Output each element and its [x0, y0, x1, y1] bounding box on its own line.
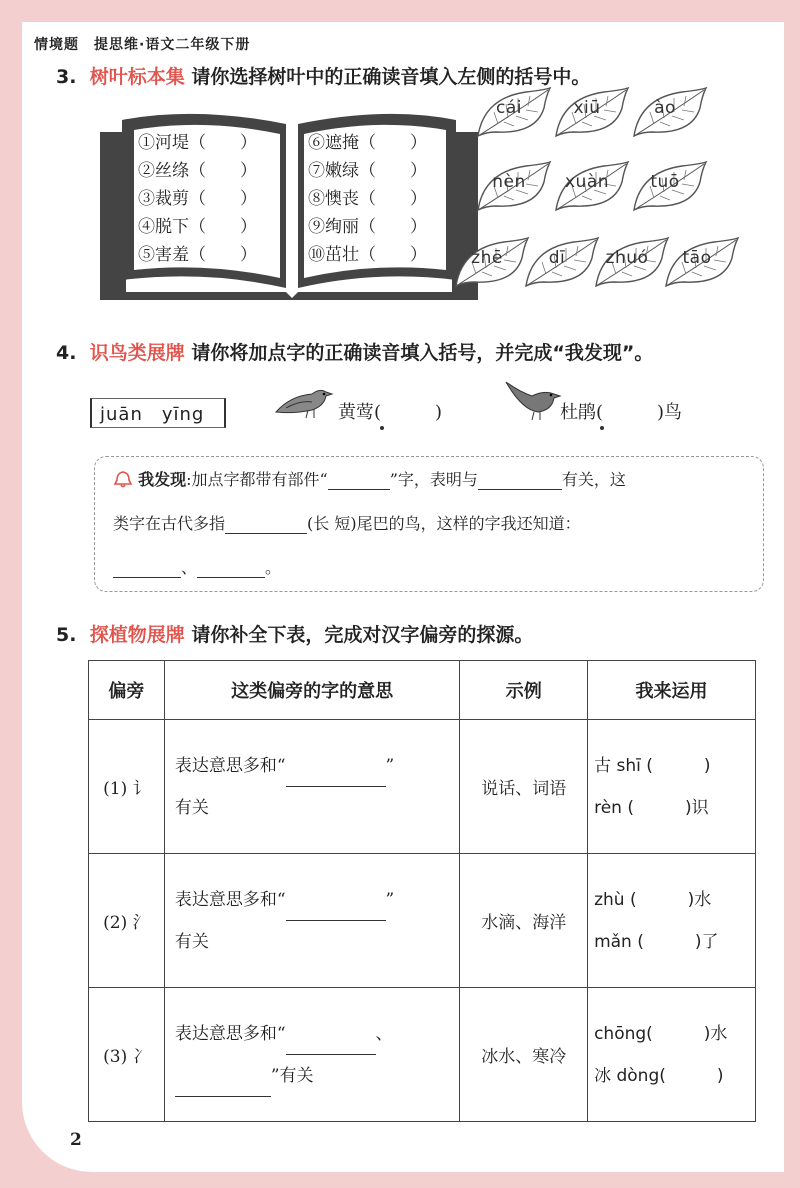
question-tag: 树叶标本集 [89, 66, 185, 88]
example-cell: 说话、词语 [460, 720, 588, 854]
leaf-option[interactable] [474, 160, 554, 214]
usage-text[interactable]: chōng( )水 [594, 1023, 728, 1044]
answer-blank[interactable] [328, 471, 390, 490]
answer-blank[interactable] [478, 471, 562, 490]
emphasis-dot [380, 426, 384, 430]
word-item-3: ③裁剪（ ） [138, 189, 257, 209]
question-4-title: 4. 识鸟类展牌 请你将加点字的正确读音填入括号，并完成“我发现”。 [56, 342, 654, 364]
discovery-line-2 [113, 511, 581, 534]
word-item-7: ⑦嫩绿（ ） [308, 161, 427, 181]
table-header-row [89, 661, 756, 720]
discovery-text: :加点字都带有部件“ [186, 470, 328, 489]
discovery-text: 、 [181, 558, 198, 577]
table-row [89, 854, 756, 988]
leaf-option[interactable] [630, 86, 710, 140]
question-text: 请你补全下表，完成对汉字偏旁的探源。 [191, 624, 534, 646]
column-header: 示例 [460, 661, 588, 720]
meaning-text: 表达意思多和“ [174, 755, 286, 776]
worksheet-page [22, 22, 784, 1172]
discovery-text: ”字，表明与 [389, 470, 478, 489]
radical-cell: (3) 冫 [89, 988, 165, 1122]
discovery-text: (长 短)尾巴的鸟，这样的字我还知道： [307, 514, 581, 533]
question-tag: 探植物展牌 [89, 624, 185, 646]
word-item-1: ①河堤（ ） [138, 133, 257, 153]
usage-text[interactable]: rèn ( )识 [594, 797, 709, 818]
example-cell: 水滴、海洋 [460, 854, 588, 988]
pinyin-text: juān yīng [100, 404, 205, 425]
answer-blank[interactable] [197, 559, 265, 578]
leaf-option[interactable] [662, 236, 742, 290]
leaf-pinyin: nèn [492, 172, 526, 192]
discovery-line-1 [113, 467, 626, 490]
discovery-box [94, 456, 764, 592]
open-book-illustration [96, 110, 482, 300]
oriole-bird-icon [272, 382, 334, 420]
leaf-pinyin: ào [654, 98, 676, 118]
usage-text[interactable]: mǎn ( )了 [594, 931, 719, 952]
leaf-option[interactable] [522, 236, 602, 290]
question-text: 请你将加点字的正确读音填入括号，并完成“我发现”。 [191, 342, 654, 364]
leaf-pinyin: cái [496, 98, 522, 118]
answer-blank[interactable] [286, 768, 386, 787]
discovery-line-3 [113, 555, 281, 578]
meaning-cell [164, 854, 460, 988]
discovery-text: 。 [265, 558, 282, 577]
leaf-pinyin: zhē [471, 248, 503, 268]
word-item-8: ⑧懊丧（ ） [308, 189, 427, 209]
example-cell: 冰水、寒冷 [460, 988, 588, 1122]
leaf-pinyin: tuō [650, 172, 680, 192]
answer-blank[interactable] [113, 559, 181, 578]
word-item-4: ④脱下（ ） [138, 217, 257, 237]
radical-cell: (1) 讠 [89, 720, 165, 854]
discovery-text: 类字在古代多指 [113, 514, 226, 533]
answer-blank[interactable] [225, 515, 307, 534]
meaning-text: ” [385, 755, 395, 776]
meaning-text: 表达意思多和“ [174, 889, 286, 910]
usage-cell [588, 988, 756, 1122]
question-number: 5 [56, 624, 70, 646]
question-text: 请你选择树叶中的正确读音填入左侧的括号中。 [191, 66, 591, 88]
discovery-label: 我发现 [138, 470, 187, 489]
leaf-option[interactable] [592, 236, 672, 290]
leaf-pinyin: dī [548, 248, 566, 268]
radical-cell: (2) 氵 [89, 854, 165, 988]
meaning-text: 表达意思多和“ [174, 1023, 286, 1044]
meaning-text: ” [385, 889, 395, 910]
meaning-text: 、 [375, 1023, 393, 1044]
leaf-pinyin: tāo [682, 248, 712, 268]
answer-blank[interactable] [286, 902, 386, 921]
leaf-option[interactable] [552, 160, 632, 214]
meaning-cell [164, 988, 460, 1122]
word-item-6: ⑥遮掩（ ） [308, 133, 427, 153]
bell-icon [113, 470, 133, 488]
usage-cell [588, 854, 756, 988]
usage-cell [588, 720, 756, 854]
meaning-text: 有关 [174, 931, 209, 952]
discovery-text: 有关，这 [561, 470, 626, 489]
meaning-cell [164, 720, 460, 854]
answer-blank[interactable] [286, 1036, 376, 1055]
cuckoo-bird-icon [504, 378, 562, 422]
table-row [89, 720, 756, 854]
leaf-pinyin: zhuó [605, 248, 649, 268]
meaning-text: ”有关 [270, 1065, 314, 1086]
usage-text[interactable]: 冰 dòng( ) [594, 1065, 724, 1086]
column-header: 偏旁 [89, 661, 165, 720]
meaning-text: 有关 [174, 797, 209, 818]
question-number: 4 [56, 342, 70, 364]
leaf-pinyin: xuàn [564, 172, 610, 192]
word-item-2: ②丝绦（ ） [138, 161, 257, 181]
emphasis-dot [600, 426, 604, 430]
table-row [89, 988, 756, 1122]
word-item-9: ⑨绚丽（ ） [308, 217, 427, 237]
question-tag: 识鸟类展牌 [89, 342, 185, 364]
leaf-option[interactable] [452, 236, 532, 290]
word-item-10: ⑩茁壮（ ） [308, 245, 427, 265]
question-5-title: 5. 探植物展牌 请你补全下表，完成对汉字偏旁的探源。 [56, 624, 534, 646]
page-number: 2 [70, 1130, 82, 1150]
page-header: 情境题 提思维·语文二年级下册 [34, 37, 251, 53]
usage-text[interactable]: 古 shī ( ) [594, 755, 711, 776]
leaf-option[interactable] [474, 86, 554, 140]
oriole-label: 黄莺( ) [338, 402, 443, 423]
question-number: 3 [56, 66, 70, 88]
question-3-title: 3. 树叶标本集 请你选择树叶中的正确读音填入左侧的括号中。 [56, 66, 591, 88]
column-header: 我来运用 [588, 661, 756, 720]
leaf-option[interactable] [630, 160, 710, 214]
cuckoo-label: 杜鹃( )鸟 [560, 402, 683, 423]
radical-table [88, 660, 756, 1122]
leaf-pinyin: xiū [573, 98, 601, 118]
usage-text[interactable]: zhù ( )水 [594, 889, 712, 910]
word-item-5: ⑤害羞（ ） [138, 245, 257, 265]
leaf-option[interactable] [552, 86, 632, 140]
answer-blank[interactable] [175, 1078, 271, 1097]
column-header: 这类偏旁的字的意思 [164, 661, 460, 720]
